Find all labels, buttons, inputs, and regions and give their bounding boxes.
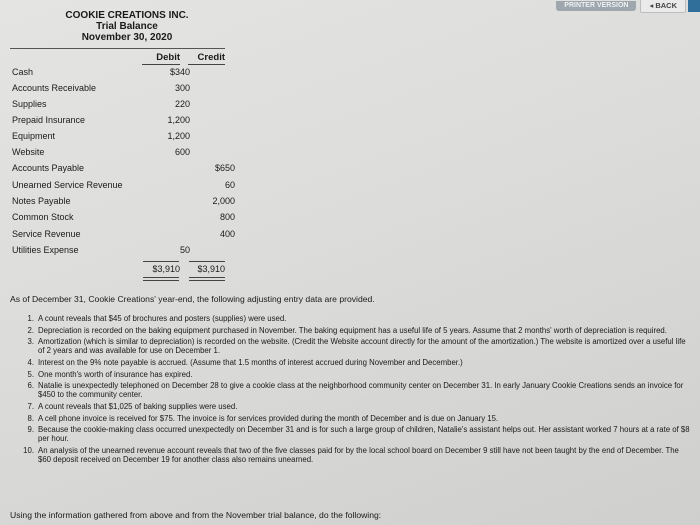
list-item	[20, 381, 690, 399]
debit-amount: 220	[174, 99, 190, 109]
item-number: 7.	[27, 401, 34, 411]
debit-amount: $340	[169, 67, 190, 77]
item-text: A count reveals that $45 of brochures and posters (supplies) were used.	[38, 314, 287, 323]
credit-column-header: Credit	[197, 52, 225, 63]
credit-header-underline	[188, 64, 225, 65]
credit-amount: 2,000	[212, 196, 235, 206]
account-name: Equipment	[12, 131, 56, 141]
debit-amount: 1,200	[167, 115, 190, 125]
account-name: Common Stock	[12, 212, 74, 222]
statement-title: Trial Balance	[96, 21, 158, 32]
credit-total: $3,910	[197, 264, 225, 274]
item-number: 10.	[23, 445, 34, 455]
item-text: One month's worth of insurance has expired.	[38, 369, 193, 379]
account-name: Supplies	[12, 99, 47, 109]
credit-amount: 60	[224, 180, 235, 190]
company-name: COOKIE CREATIONS INC.	[65, 10, 189, 21]
item-text: Interest on the 9% note payable is accrued. (Assume that 1.5 months of interest accrued during November and December.)	[38, 357, 463, 367]
back-button[interactable]: ◂ BACK	[640, 0, 686, 13]
top-toolbar	[556, 0, 700, 12]
table-row	[12, 180, 235, 194]
account-name: Unearned Service Revenue	[12, 180, 123, 190]
item-text: Because the cookie-making class occurred unexpectedly on December 31 and is for such a large group of children, Natalie's assistant helps out. Her assistant worked 7 hours at a rate of $8 per hour.	[38, 425, 690, 444]
list-item	[20, 425, 690, 443]
list-item	[20, 337, 690, 355]
debit-column-header: Debit	[156, 52, 180, 63]
credit-amount: 800	[219, 212, 235, 222]
list-item	[20, 370, 690, 379]
debit-amount: 600	[174, 147, 190, 157]
item-text: Natalie is unexpectedly telephoned on December 28 to give a cookie class at the neighborhood community center on December 31. In early January Cookie Creations sends an invoice for $450 to the community center.	[38, 381, 684, 400]
item-number: 8.	[27, 413, 34, 423]
debit-total-double-rule	[143, 277, 179, 281]
table-row	[12, 163, 235, 177]
account-name: Utilities Expense	[12, 245, 79, 255]
credit-total-rule	[189, 261, 225, 262]
window-edge	[688, 0, 700, 12]
credit-total-double-rule	[189, 277, 225, 281]
table-row	[12, 196, 235, 210]
debit-amount: 1,200	[167, 131, 190, 141]
item-text: A cell phone invoice is received for $75. The invoice is for services provided during the month of December and is due on January 15.	[38, 413, 499, 423]
instructions-text: Using the information gathered from above and from the November trial balance, do the following:	[10, 510, 382, 520]
statement-date: November 30, 2020	[81, 32, 173, 43]
item-number: 4.	[27, 357, 34, 367]
item-text: Amortization (which is similar to depreciation) is recorded on the website. (Credit the Website account directly for the amount of the amortization.) The website is amortized over a useful life of 2 years and was available for use on December 1.	[38, 337, 686, 356]
item-number: 2.	[27, 325, 34, 335]
header-divider	[10, 48, 225, 49]
list-item	[20, 446, 690, 464]
table-row	[12, 83, 227, 97]
list-item	[20, 314, 690, 323]
item-text: An analysis of the unearned revenue account reveals that two of the five classes paid for by the local school board on December 9 still have not been taught by the end of December. The $60 deposit received on December 19 for another class also remains unearned.	[38, 445, 679, 465]
list-item	[20, 414, 690, 423]
account-name: Service Revenue	[12, 229, 81, 239]
account-name: Accounts Payable	[12, 163, 85, 173]
table-row	[12, 229, 235, 243]
adjusting-entry-list	[20, 314, 690, 467]
account-name: Website	[12, 147, 45, 157]
table-row	[12, 147, 227, 161]
item-number: 3.	[27, 337, 34, 347]
table-row	[12, 245, 227, 259]
account-name: Prepaid Insurance	[12, 115, 86, 125]
debit-amount: 300	[174, 83, 190, 93]
item-number: 6.	[27, 381, 34, 391]
credit-amount: $650	[214, 163, 235, 173]
debit-header-underline	[142, 64, 180, 65]
table-row	[12, 67, 227, 81]
list-item	[20, 326, 690, 335]
adjusting-data-intro: As of December 31, Cookie Creations' year-end, the following adjusting entry data are provided.	[10, 294, 375, 304]
debit-amount: 50	[179, 245, 190, 255]
item-text: A count reveals that $1,025 of baking supplies were used.	[38, 401, 238, 411]
table-row	[12, 99, 227, 113]
item-number: 5.	[27, 369, 34, 379]
account-name: Accounts Receivable	[12, 83, 97, 93]
item-number: 9.	[27, 425, 34, 435]
item-text: Depreciation is recorded on the baking equipment purchased in November. The baking equipment has a useful life of 5 years. Assume that 2 months' worth of depreciation is required.	[38, 325, 667, 335]
list-item	[20, 402, 690, 411]
item-number: 1.	[27, 314, 34, 323]
table-row	[12, 212, 235, 226]
printer-version-button[interactable]: PRINTER VERSION	[556, 1, 636, 11]
account-name: Notes Payable	[12, 196, 71, 206]
table-row	[12, 131, 227, 145]
statement-header	[57, 10, 197, 43]
debit-total: $3,910	[152, 264, 180, 274]
debit-total-rule	[143, 261, 179, 262]
table-row	[12, 115, 227, 129]
credit-amount: 400	[219, 229, 235, 239]
account-name: Cash	[12, 67, 34, 77]
list-item	[20, 358, 690, 367]
